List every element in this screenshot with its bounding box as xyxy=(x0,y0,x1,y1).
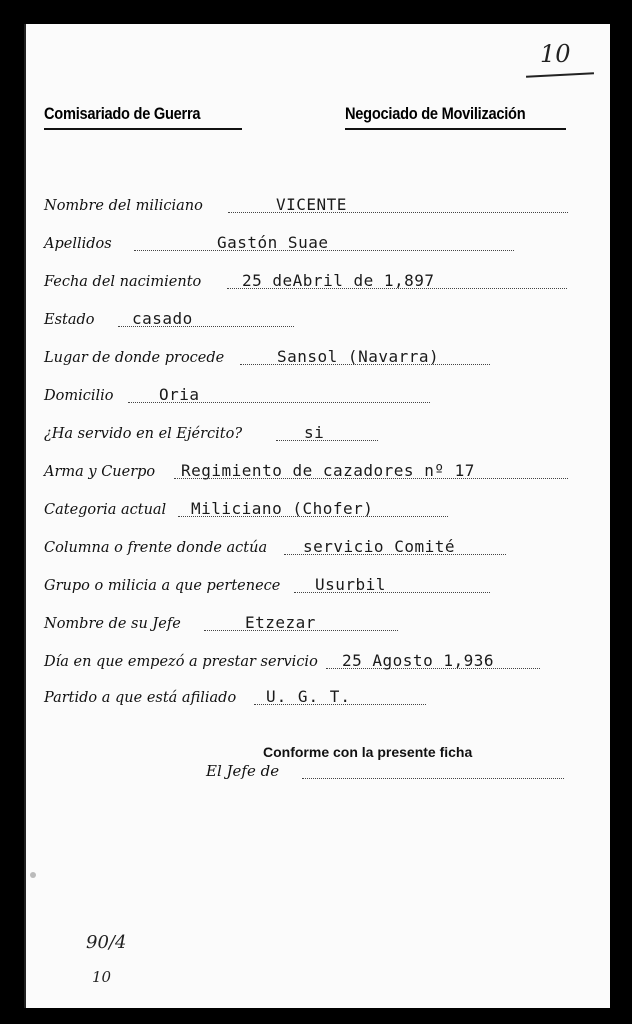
field-value: U. G. T. xyxy=(266,687,352,706)
field-label: Día en que empezó a prestar servicio xyxy=(44,654,318,670)
page-number-underline xyxy=(526,72,594,78)
field-row-jefe xyxy=(44,612,574,636)
punch-hole xyxy=(30,872,36,878)
dotted-line xyxy=(276,440,378,441)
handwritten-note-number: 10 xyxy=(92,968,112,986)
field-value: casado xyxy=(132,309,193,328)
field-row-fecha xyxy=(44,270,574,294)
field-label: Estado xyxy=(44,312,95,328)
field-row-grupo xyxy=(44,574,574,598)
field-label: Domicilio xyxy=(44,388,114,404)
field-label: Partido a que está afiliado xyxy=(44,690,237,706)
field-row-lugar xyxy=(44,346,574,370)
field-value: Usurbil xyxy=(315,575,386,594)
field-label: Categoria actual xyxy=(44,502,167,518)
field-row-nombre xyxy=(44,194,574,218)
header-left-title: Comisariado de Guerra xyxy=(44,104,201,123)
field-value: Gastón Suae xyxy=(217,233,329,252)
field-row-dia xyxy=(44,650,574,674)
field-value: si xyxy=(304,423,325,442)
header-right-title: Negociado de Movilización xyxy=(345,104,526,123)
field-value: Regimiento de cazadores nº 17 xyxy=(181,461,475,480)
field-row-domicilio xyxy=(44,384,574,408)
field-value: 25 Agosto 1,936 xyxy=(342,651,494,670)
field-value: Etzezar xyxy=(245,613,316,632)
field-row-arma xyxy=(44,460,574,484)
signature-dotted-line xyxy=(302,778,564,779)
field-row-columna xyxy=(44,536,574,560)
field-value: Sansol (Navarra) xyxy=(277,347,440,366)
field-row-ejercito xyxy=(44,422,574,446)
field-label: Nombre del miliciano xyxy=(44,198,203,214)
field-label: Columna o frente donde actúa xyxy=(44,540,268,556)
field-label: Lugar de donde procede xyxy=(44,350,225,366)
field-value: 25 deAbril de 1,897 xyxy=(242,271,435,290)
field-label: Grupo o milicia a que pertenece xyxy=(44,578,281,594)
field-row-partido xyxy=(44,686,574,710)
field-row-categoria xyxy=(44,498,574,522)
field-value: VICENTE xyxy=(276,195,347,214)
field-row-estado xyxy=(44,308,574,332)
header-right-rule xyxy=(345,128,566,130)
handwritten-note-ref: 90/4 xyxy=(86,932,127,953)
field-label: Apellidos xyxy=(44,236,112,252)
header-left-rule xyxy=(44,128,242,130)
field-value: servicio Comité xyxy=(303,537,455,556)
field-label: Fecha del nacimiento xyxy=(44,274,202,290)
conforme-statement: Conforme con la presente ficha xyxy=(263,744,473,760)
field-label: Arma y Cuerpo xyxy=(44,464,156,480)
page-number: 10 xyxy=(540,40,571,68)
field-row-apellidos xyxy=(44,232,574,256)
jefe-label: El Jefe de xyxy=(206,762,280,780)
field-value: Miliciano (Chofer) xyxy=(191,499,374,518)
field-label: Nombre de su Jefe xyxy=(44,616,181,632)
index-card xyxy=(24,24,610,1008)
field-value: Oria xyxy=(159,385,200,404)
field-label: ¿Ha servido en el Ejército? xyxy=(44,426,243,442)
jefe-signature-row xyxy=(206,760,566,784)
